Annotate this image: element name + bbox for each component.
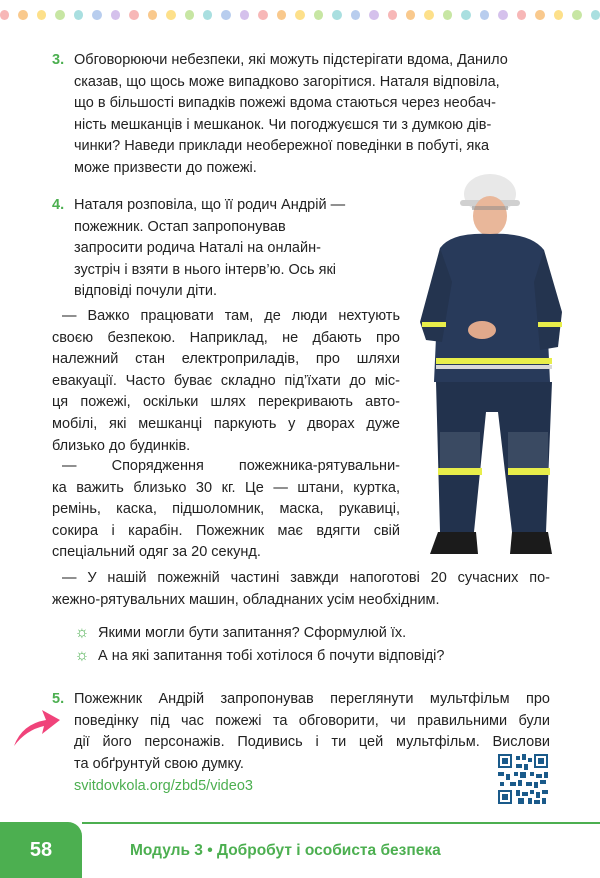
header-dot xyxy=(351,10,360,20)
task-5-line: Пожежник Андрій запропонував переглянути мультфільм про xyxy=(74,691,550,707)
header-dot xyxy=(37,10,46,20)
header-dot xyxy=(314,10,323,20)
arrow-icon xyxy=(12,706,62,748)
answer-1-line: своєю безпекою. Наприклад, не дбають про xyxy=(52,329,400,346)
task-3-line: Обговорюючи небезпеки, які можуть підстерігати вдома, Данило xyxy=(74,52,508,68)
answer-2 xyxy=(52,456,400,564)
header-dot xyxy=(221,10,230,20)
answer-1-line: ця пожежі, оскільки шлях перекривають авто- xyxy=(52,394,400,411)
task-4-intro-line: відповіді почули діти. xyxy=(74,283,218,300)
header-dot xyxy=(240,10,249,20)
header-dot xyxy=(111,10,120,20)
header-dot xyxy=(591,10,600,20)
header-dot xyxy=(18,10,27,20)
header-dot xyxy=(55,10,64,20)
task-4-intro-line: зустріч і взяти в нього інтерв’ю. Ось які xyxy=(74,261,337,278)
header-dot xyxy=(369,10,378,20)
answer-3-line: жежно-рятувальних машин, обладнаних усім необхідним. xyxy=(52,591,440,608)
firefighter-illustration xyxy=(412,172,580,562)
header-dot xyxy=(443,10,452,20)
task-5-line: дії його персонажів. Подивись і ти цей мультфільм. Вислови xyxy=(74,734,550,751)
header-dot xyxy=(258,10,267,20)
task-5-line: поведінку під час пожежі та обговорити, чи правильними були xyxy=(74,712,550,729)
answer-2-line: спеціальний одяг за 20 секунд. xyxy=(52,544,261,561)
header-dot xyxy=(74,10,83,20)
header-dot xyxy=(129,10,138,20)
header-dot xyxy=(554,10,563,20)
header-dot xyxy=(498,10,507,20)
header-dot xyxy=(332,10,341,20)
task-3-text xyxy=(74,50,550,180)
video-link[interactable]: svitdovkola.org/zbd5/video3 xyxy=(74,778,253,794)
header-dot xyxy=(277,10,286,20)
task-5-number: 5. xyxy=(52,691,65,707)
task-5-text xyxy=(74,689,550,775)
answer-1-line: — Важко працювати там, де люди нехтують xyxy=(62,308,400,324)
footer-line xyxy=(82,822,600,824)
header-dot xyxy=(203,10,212,20)
question-2-text: А на які запитання тобі хотілося б почути відповіді? xyxy=(98,648,445,664)
answer-1-line: мобілі, які мешканці паркують у дворах дуже xyxy=(52,415,400,432)
task-4-intro-line: Наталя розповіла, що її родич Андрій — xyxy=(74,197,346,213)
task-3-number: 3. xyxy=(52,52,65,68)
answer-1 xyxy=(52,306,400,457)
qr-code-icon[interactable] xyxy=(498,754,548,804)
sun-icon: ☼ xyxy=(74,647,90,664)
header-dot xyxy=(406,10,415,20)
task-3-line: чинки? Наведи приклади необережної поведінки в побуті, яка xyxy=(74,138,490,155)
header-dot xyxy=(148,10,157,20)
header-dot xyxy=(480,10,489,20)
header-dot xyxy=(295,10,304,20)
task-4-number: 4. xyxy=(52,197,65,213)
answer-1-line: близько до будинків. xyxy=(52,437,191,454)
header-dots xyxy=(0,10,600,20)
header-dot xyxy=(388,10,397,20)
answer-2-line: ремінь, каска, підшоломник, маска, рукавиці, xyxy=(52,501,400,518)
header-dot xyxy=(572,10,581,20)
answer-3-line: — У нашій пожежній частині завжди напоготові 20 сучасних по- xyxy=(62,570,550,586)
answer-1-line: належний стан електроприладів, про шляхи xyxy=(52,351,400,368)
task-3-line: що в більшості випадків пожежі вдома стаються через необач- xyxy=(74,95,496,112)
answer-2-line: — Спорядження пожежника-рятувальни- xyxy=(62,458,400,474)
header-dot xyxy=(0,10,9,20)
answer-3 xyxy=(52,568,550,611)
answer-2-line: ка важить близько 30 кг. Це — штани, куртка, xyxy=(52,479,400,496)
task-3-line: може призвести до пожежі. xyxy=(74,159,257,176)
header-dot xyxy=(424,10,433,20)
header-dot xyxy=(166,10,175,20)
task-3-line: сказав, що щось може випадково загорітися. Наталя відповіла, xyxy=(74,73,500,90)
task-4-intro xyxy=(74,195,374,303)
header-dot xyxy=(535,10,544,20)
header-dot xyxy=(92,10,101,20)
answer-1-line: евакуації. Часто буває складно під’їхати до міс- xyxy=(52,372,400,389)
task-4-intro-line: запросити родича Наталі на онлайн- xyxy=(74,240,321,257)
question-2 xyxy=(74,645,444,667)
task-3-line: ність мешканців і мешканок. Чи погоджуєшся ти з думкою дів- xyxy=(74,116,492,133)
answer-2-line: сокира і карабін. Пожежник має вдягти свій xyxy=(52,522,400,539)
task-4-intro-line: пожежник. Остап запропонував xyxy=(74,218,286,235)
module-title: Модуль 3 • Добробут і особиста безпека xyxy=(130,842,441,859)
page-number: 58 xyxy=(0,822,82,878)
header-dot xyxy=(517,10,526,20)
question-1-text: Якими могли бути запитання? Сформулюй їх. xyxy=(98,625,407,641)
header-dot xyxy=(185,10,194,20)
header-dot xyxy=(461,10,470,20)
question-1 xyxy=(74,622,406,644)
task-5-line: та обґрунтуй свою думку. xyxy=(74,755,244,772)
sun-icon: ☼ xyxy=(74,624,90,641)
